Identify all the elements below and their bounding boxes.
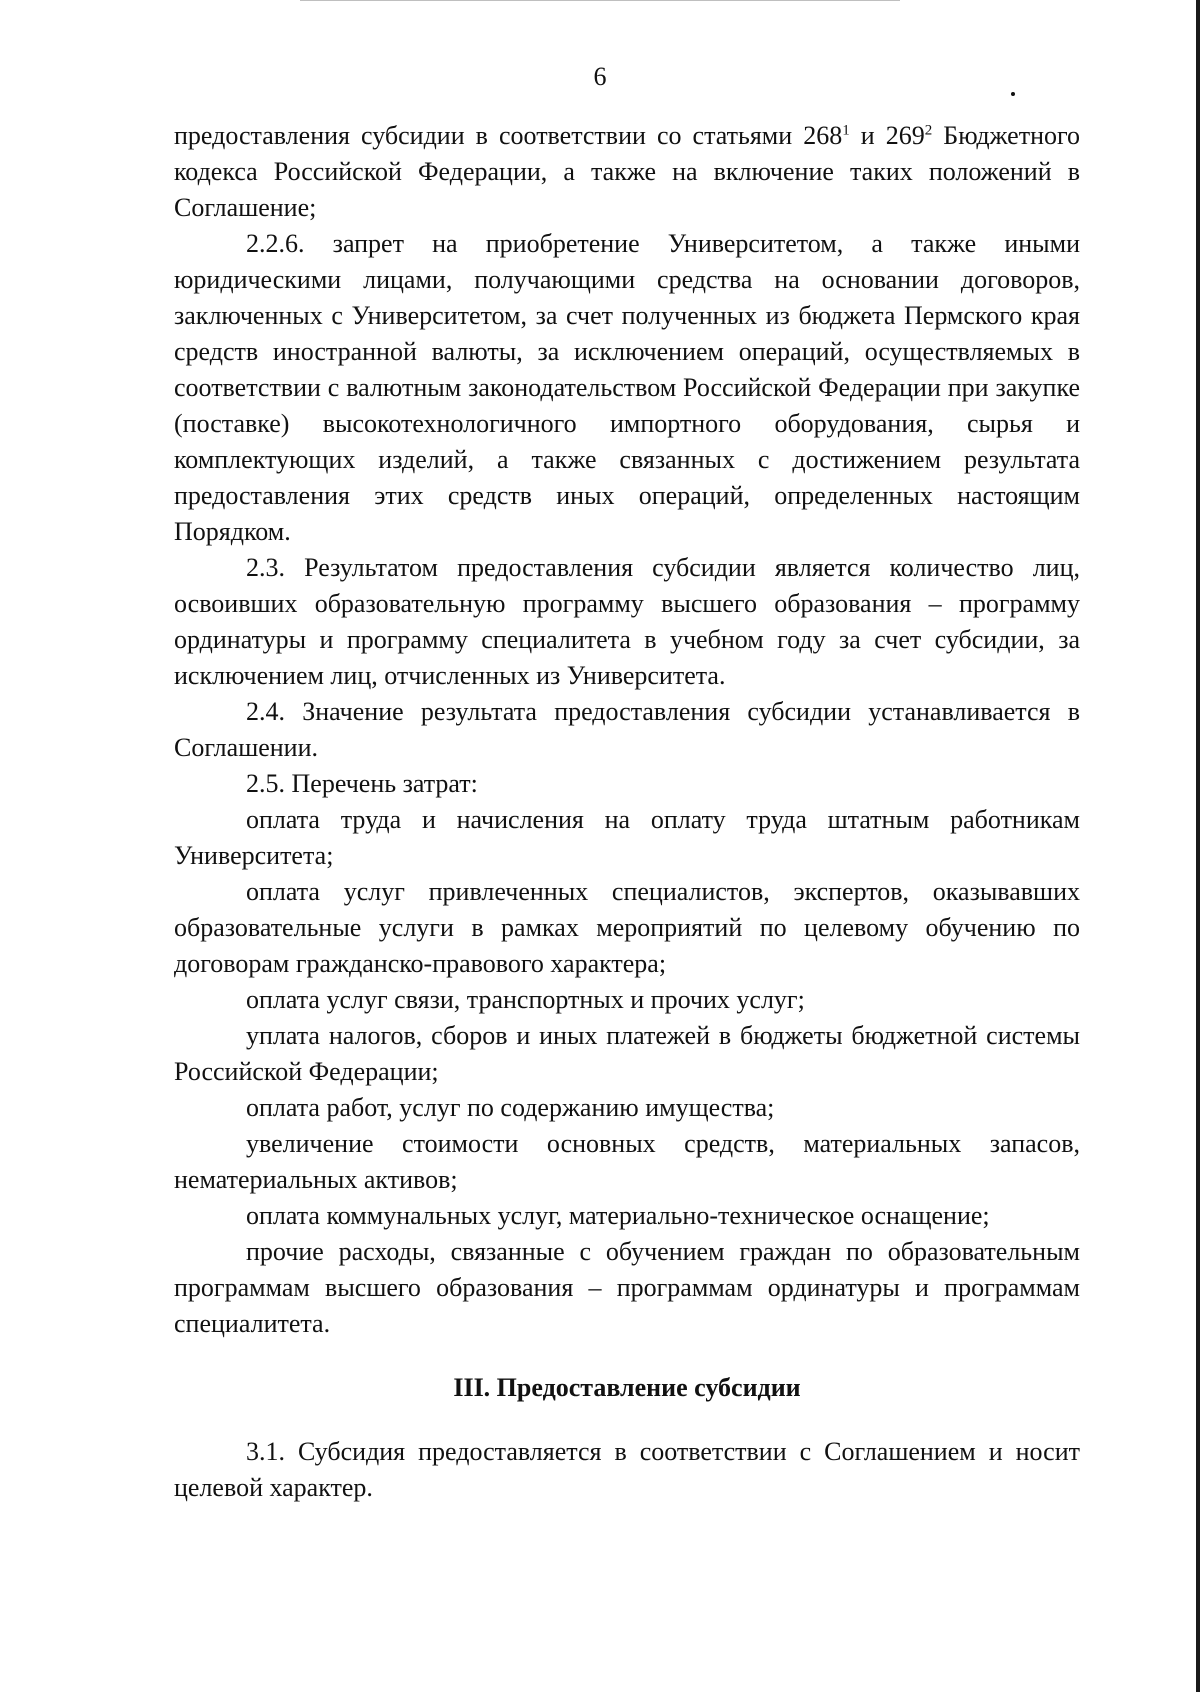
list-item-communication: оплата услуг связи, транспортных и прочих услуг; [246,985,805,1014]
paragraph-2-4: 2.4. Значение результата предоставления субсидии устанавливается в Соглашении. [174,697,1080,762]
list-item-taxes: уплата налогов, сборов и иных платежей в бюджеты бюджетной системы Российской Федерации; [174,1021,1080,1086]
paragraph-continuation [174,118,1080,226]
document-body [174,118,1080,1506]
paragraph-2-2-6: 2.2.6. запрет на приобретение Университетом, а также иными юридическими лицами, получающими средства на основании договоров, заключенных с Университетом, за счет полученных из бюджета Пермского края средств иностранной валюты, за исключением операций, осуществляемых в соответствии с валютным законодательством Российской Федерации при закупке (поставке) высокотехнологичного импортного оборудования, сырья и комплектующих изделий, а также связанных с достижением результата предоставления этих средств иных операций, определенных настоящим Порядком. [174,229,1080,546]
paragraph-text: предоставления субсидии в соответствии со статьями 268 [174,121,843,150]
page-number: 6 [593,62,607,91]
paragraph-2-3: 2.3. Результатом предоставления субсидии является количество лиц, освоивших образовательную программу высшего образования – программу ординатуры и программу специалитета в учебном году за счет субсидии, за исключением лиц, отчисленных из Университета. [174,553,1080,690]
scan-right-edge [1196,0,1200,1692]
list-item-assets: увеличение стоимости основных средств, материальных запасов, нематериальных активов; [174,1129,1080,1194]
list-item-labor: оплата труда и начисления на оплату труда штатным работникам Университета; [174,805,1080,870]
paragraph-2-5: 2.5. Перечень затрат: [246,769,478,798]
list-item-property: оплата работ, услуг по содержанию имущества; [246,1093,775,1122]
superscript: 1 [842,122,850,139]
list-item-specialists: оплата услуг привлеченных специалистов, экспертов, оказывавших образовательные услуги в рамках мероприятий по целевому обучению по договорам гражданско-правового характера; [174,877,1080,978]
superscript: 2 [924,122,933,139]
scan-dot-mark [1011,92,1015,96]
scan-top-edge [300,0,900,1]
paragraph-3-1: 3.1. Субсидия предоставляется в соответствии с Соглашением и носит целевой характер. [174,1437,1080,1502]
paragraph-text: Бюджетного кодекса Российской Федерации, а также на включение таких положений в Соглашение; [174,121,1080,222]
section-heading: III. Предоставление субсидии [453,1373,801,1402]
list-item-other: прочие расходы, связанные с обучением граждан по образовательным программам высшего образования – программам ординатуры и программам специалитета. [174,1237,1080,1338]
list-item-utilities: оплата коммунальных услуг, материально-техническое оснащение; [246,1201,990,1230]
paragraph-text: и 269 [849,121,925,150]
